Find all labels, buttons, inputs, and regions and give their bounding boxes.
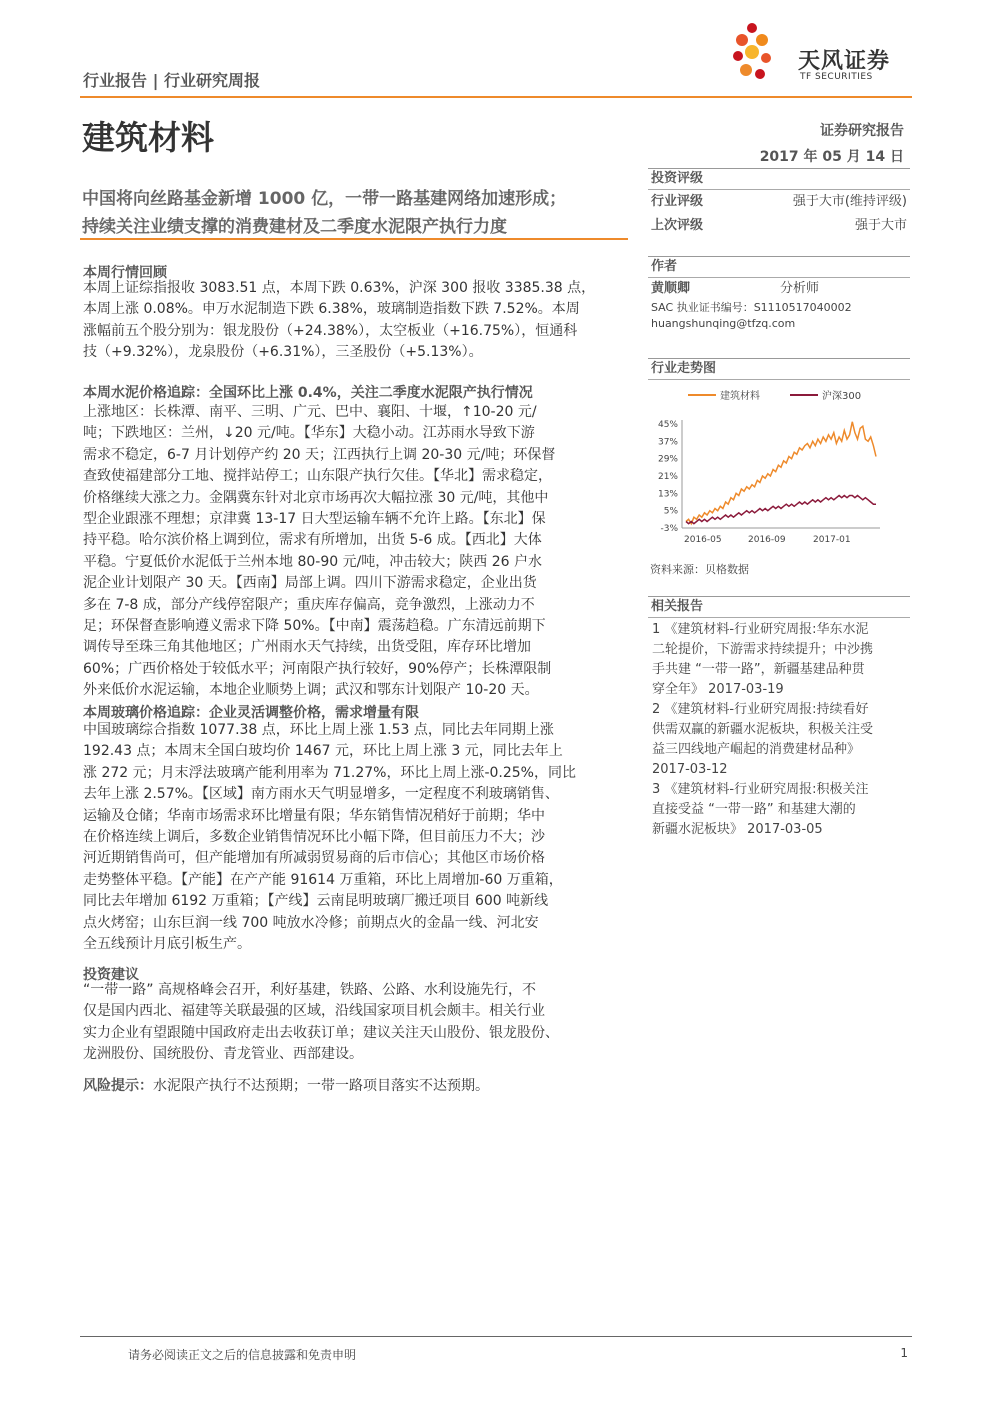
related-report-line: 手共建 “一带一路”，新疆基建品种贯 [652,662,865,677]
glass-line: 涨 272 元；月末浮法玻璃产能利用率为 71.27%，环比上周上涨-0.25%，同比 [83,764,576,781]
related-report-line: 新疆水泥板块》 2017-03-05 [652,822,823,837]
advice-line: 仅是国内西北、福建等关联最强的区域，沿线国家项目机会颇丰。相关行业 [83,1003,545,1020]
report-date: 2017 年 05 月 14 日 [759,149,904,165]
cement-line: 调传导至珠三角其他地区；广州雨水天气持续，出货受阻，库存环比增加 [83,639,531,656]
prev-rating-value: 强于大市 [854,218,907,233]
trend-title: 行业走势图 [648,358,910,380]
author-cert: SAC 执业证书编号：S1110517040002 [651,301,852,314]
legend-label: 建筑材料 [720,391,760,402]
market-review-text [83,278,625,364]
author-row [648,278,910,300]
author-name: 黄顺卿 [651,281,691,296]
y-tick-label: 45% [657,420,678,430]
cement-line: 需求不稳定，6-7 月计划停产约 20 天；江西执行上调 20-30 元/吨；环保督 [83,446,556,463]
related-report-line: 3 《建筑材料-行业研究周报:积极关注 [652,782,869,797]
cement-line: 泥企业计划限产 30 天。【西南】局部上调。四川下游需求稳定，企业出货 [83,575,537,592]
legend-label: 沪深300 [822,391,862,402]
glass-line: 去年上涨 2.57%。【区域】南方雨水天气明显增多，一定程度不利玻璃销售、 [83,786,559,803]
sector-title: 建筑材料 [82,118,214,157]
y-tick-label: 29% [657,454,678,465]
glass-line: 走势整体平稳。【产能】在产产能 91614 万重箱，环比上周增加-60 万重箱， [83,871,563,888]
related-report-item[interactable] [648,700,910,780]
industry-trend-chart [648,380,910,552]
risk-note [83,1076,625,1097]
author-email[interactable]: huangshunqing@tfzq.com [651,317,796,330]
headline-divider [80,238,628,240]
page-number: 1 [900,1346,908,1360]
trend-box [648,358,910,380]
related-reports [648,596,910,840]
header-divider [80,96,912,98]
market-line: 技（+9.32%），龙泉股份（+6.31%），三圣股份（+5.13%）。 [83,344,483,361]
market-line: 本周上证综指报收 3083.51 点，本周下跌 0.63%，沪深 300 报收 3385.38 点， [83,280,596,296]
glass-line: 同比去年增加 6192 万重箱；【产线】云南昆明玻璃厂搬迁项目 600 吨新线 [83,893,549,910]
related-report-line: 穿全年》 2017-03-19 [652,682,784,697]
related-report-line: 1 《建筑材料-行业研究周报:华东水泥 [652,622,869,637]
market-line: 本周上涨 0.08%。申万水泥制造下跌 6.38%，玻璃制造指数下跌 7.52%。本周 [83,301,580,318]
advice-title: 投资建议 [83,967,139,983]
cement-line: 外来低价水泥运输，本地企业顺势上调；武汉和鄂东计划限产 10-20 天。 [83,682,539,699]
related-report-item[interactable] [648,620,910,700]
glass-price-text [83,720,625,955]
y-tick-label: 21% [657,472,678,482]
report-category: 行业报告 | 行业研究周报 [83,71,260,90]
headline-line-1: 中国将向丝路基金新增 1000 亿，一带一路基建网络加速形成； [82,189,567,209]
risk-label: 风险提示： [83,1078,153,1094]
y-tick-label: 37% [657,437,678,448]
prev-rating-row [648,214,910,238]
industry-rating-row [648,190,910,214]
glass-line: 中国玻璃综合指数 1077.38 点，环比上周上涨 1.53 点，同比去年同期上涨 [83,722,554,738]
related-report-line: 2017-03-12 [652,762,728,777]
cement-line: 足；环保督查影响遵义需求下降 50%。【中南】震荡趋稳。广东清远前期下 [83,618,546,635]
advice-line: “一带一路” 高规格峰会召开，利好基建，铁路、公路、水利设施先行，不 [83,982,536,998]
rating-title: 投资评级 [648,168,910,190]
advice-line: 龙洲股份、国统股份、青龙管业、西部建设。 [83,1046,363,1063]
advice-line: 实力企业有望跟随中国政府走出去收获订单；建议关注天山股份、银龙股份、 [83,1024,559,1041]
disclaimer-note: 请务必阅读正文之后的信息披露和免责申明 [128,1348,357,1362]
market-line: 涨幅前五个股分别为：银龙股份（+24.38%），太空板业（+16.75%），恒通科 [83,322,578,339]
related-report-line: 2 《建筑材料-行业研究周报:持续看好 [652,702,869,717]
cement-line: 平稳。宁夏低价水泥低于兰州本地 80-90 元/吨，冲击较大；陕西 26 户水 [83,553,543,570]
glass-line: 全五线预计月底引板生产。 [83,936,251,953]
cement-line: 持平稳。哈尔滨价格上调到位，需求有所增加，出货 5-6 成。【西北】大体 [83,532,542,549]
cement-price-text [83,402,625,702]
brand-name: 天风证券 [798,49,891,74]
glass-line: 192.43 点；本周末全国白玻均价 1467 元，环比上周上涨 3 元，同比去年上 [83,743,563,760]
cement-line: 上涨地区：长株潭、南平、三明、广元、巴中、襄阳、十堰，↑10-20 元/ [83,404,537,420]
related-report-line: 益三四线地产崛起的消费建材品种》 [652,742,861,757]
footer-divider [80,1336,912,1337]
x-tick-label: 2016-05 [684,535,722,545]
y-tick-label: 13% [657,489,678,500]
glass-line: 点火烤窑；山东巨润一线 700 吨放水冷修；前期点火的金晶一线、河北安 [83,914,539,931]
prev-rating-label: 上次评级 [651,218,704,233]
advice-text [83,980,625,1066]
cement-line: 60%；广西价格处于较低水平；河南限产执行较好，90%停产；长株潭限制 [83,660,552,677]
industry-rating-value: 强于大市(维持评级) [792,194,907,209]
doc-type: 证券研究报告 [820,123,904,139]
brand-subtitle: TF SECURITIES [800,72,873,82]
headline-line-2: 持续关注业绩支撑的消费建材及二季度水泥限产执行力度 [82,217,507,237]
glass-line: 在价格连续上调后，多数企业销售情况环比小幅下降，但目前压力不大；沙 [83,829,545,846]
cement-price-title: 本周水泥价格追踪：全国环比上涨 0.4%，关注二季度水泥限产执行情况 [83,385,533,401]
author-title: 作者 [648,256,910,278]
author-box [648,256,910,332]
related-title: 相关报告 [648,596,910,618]
author-role: 分析师 [780,281,820,296]
y-tick-label: 5% [663,506,678,517]
related-report-line: 供需双赢的新疆水泥板块，积极关注受 [652,722,874,737]
chart-source: 资料来源：贝格数据 [650,563,749,576]
market-review-title: 本周行情回顾 [83,265,167,281]
cement-line: 多在 7-8 成，部分产线停窑限产；重庆库存偏高，竞争激烈，上涨动力不 [83,596,535,613]
cement-line: 价格继续大涨之力。金隅冀东针对北京市场再次大幅拉涨 30 元/吨，其他中 [83,489,549,506]
cement-line: 型企业跟涨不理想；京津冀 13-17 日大型运输车辆不允许上路。【东北】保 [83,511,546,528]
x-tick-label: 2017-01 [813,535,851,545]
glass-line: 运输及仓储；华南市场需求环比增量有限；华东销售情况稍好于前期；华中 [83,807,545,824]
risk-text: 水泥限产执行不达预期；一带一路项目落实不达预期。 [153,1078,489,1094]
related-report-item[interactable] [648,780,910,840]
y-tick-label: -3% [660,524,678,534]
related-report-line: 直接受益 “一带一路” 和基建大潮的 [652,802,856,817]
glass-price-title: 本周玻璃价格追踪：企业灵活调整价格，需求增量有限 [83,705,419,721]
industry-rating-label: 行业评级 [651,194,704,209]
rating-box [648,168,910,238]
glass-line: 河近期销售尚可，但产能增加有所减弱贸易商的后市信心；其他区市场价格 [83,850,545,867]
cement-line: 吨；下跌地区：兰州，↓20 元/吨。【华东】大稳小动。江苏雨水导致下游 [83,425,535,442]
cement-line: 查致使福建部分工地、搅拌站停工；山东限产执行欠佳。【华北】需求稳定， [83,468,552,485]
x-tick-label: 2016-09 [748,535,786,545]
related-report-line: 二轮提价，下游需求持续提升；中沙携 [652,642,874,657]
